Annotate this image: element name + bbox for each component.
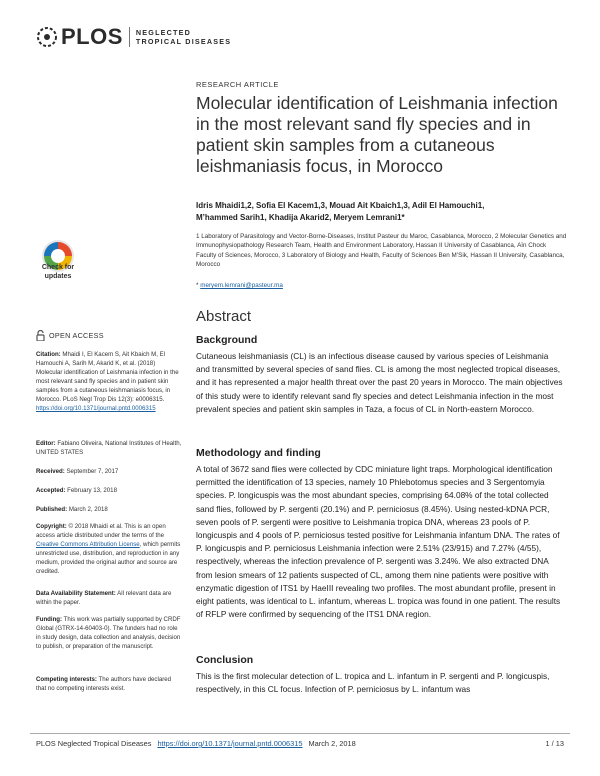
conclusion-heading: Conclusion — [196, 654, 254, 666]
citation-text: Mhaidi I, El Kacem S, Ait Kbaich M, El Hamouchi A, Sarih M, Akarid K, et al. (2018) Molecular identification of Leishmania infection in the most relevant sand fly species and in patient skin samples from a cutaneous leishmaniasis focus, in Morocco. PLoS Negl Trop Dis 12(3): e0006315. — [36, 351, 179, 403]
article-title: Molecular identification of Leishmania infection in the most relevant sand fly species and in patient skin samples from a cutaneous leishmaniasis focus, in Morocco — [196, 93, 558, 176]
accepted — [36, 486, 182, 495]
copyright — [36, 522, 182, 576]
page-footer — [0, 733, 600, 757]
authors-line-1: Idris Mhaidi1,2, Sofia El Kacem1,3, Mouad Ait Kbaich1,3, Adil El Hamouchi1, — [196, 201, 485, 210]
email-link[interactable]: meryem.lemrani@pasteur.ma — [200, 282, 283, 289]
accepted-label: Accepted: — [36, 487, 66, 494]
open-access — [36, 330, 104, 341]
editor-label: Editor: — [36, 440, 56, 447]
journal-name — [136, 28, 231, 46]
abstract-heading: Abstract — [196, 308, 252, 325]
email-marker: * — [196, 282, 201, 289]
methods-heading: Methodology and finding — [196, 447, 321, 459]
methods-text: A total of 3672 sand flies were collected by CDC miniature light traps. Morphological identification permitted the identification of 13 species, namely 10 Phlebotomus species and 3 Sergentomyia species. P. longicuspis was the most abundant species, comprising 64.08% of the total collected sand flies, followed by P. sergenti (20.1%) and P. perniciosus (8.45%). Using nested-kDNA PCR, seven pools of P. sergenti were positive to Leishmania tropica DNA, whereas 23 pools of P. longicuspis and 4 pools of P. perniciosus tested positive for Leishmania infantum DNA. The rates of P. longicuspis and P. perniciosus Leishmania infection were 2.51% (23/915) and 7.27% (4/55), respectively, whereas the infection prevalence of P. sergenti was 3.24%. We also extracted DNA from lesion smears of 12 patients suspected of CL, among them nine patients were positive with enzymatic digestion of ITS1 by HaeIII revealing two profiles. The most abundant profile, present in eight patients, was identical to L. infantum, whereas L. tropica was found in one patient. The results of RFLP were confirmed by sequencing of the ITS1 DNA region. — [196, 464, 561, 620]
citation-doi-link[interactable]: https://doi.org/10.1371/journal.pntd.0006315 — [36, 405, 156, 412]
copyright-text-2: , which permits unrestricted use, distribution, and reproduction in any medium, provided the original author and source are credited. — [36, 541, 181, 575]
logo-divider — [129, 27, 130, 47]
footer-divider — [30, 733, 570, 734]
data-availability-text: All relevant data are within the paper. — [36, 590, 172, 606]
citation-label: Citation: — [36, 351, 61, 358]
copyright-label: Copyright: — [36, 523, 67, 530]
author-list — [196, 200, 568, 224]
funding — [36, 615, 182, 651]
funding-label: Funding: — [36, 616, 63, 623]
copyright-text: © 2018 Mhaidi et al. This is an open access article distributed under the terms of the — [36, 523, 166, 539]
footer-journal: PLOS Neglected Tropical Diseases — [36, 739, 152, 748]
competing-interests — [36, 675, 182, 693]
corresponding-email — [196, 282, 283, 289]
open-access-label: OPEN ACCESS — [49, 331, 104, 340]
footer-citation — [36, 739, 356, 748]
journal-line-1: NEGLECTED — [135, 28, 192, 37]
background-heading: Background — [196, 334, 258, 346]
editor — [36, 439, 182, 457]
article-type: RESEARCH ARTICLE — [196, 80, 279, 89]
citation — [36, 350, 182, 413]
published-label: Published: — [36, 506, 68, 513]
accepted-text: February 13, 2018 — [65, 487, 117, 494]
page-number: 1 / 13 — [545, 739, 564, 748]
plos-logo — [36, 26, 231, 48]
conclusion-text: This is the first molecular detection of L. tropica and L. infantum in P. sergenti and P. longicuspis, respectively, in this CL focus. Infection of P. perniciosus by L. infantum was — [196, 671, 550, 695]
received — [36, 467, 182, 476]
affiliations: 1 Laboratory of Parasitology and Vector-Borne-Diseases, Institut Pasteur du Maroc, Casablanca, Morocco, 2 Molecular Genetics and Immunophysiopathology Research Team, Health and Environment Laboratory, Hassan II University of Casablanca, Aïn Chock Faculty of Sciences, Morocco, 3 Laboratory of Biology and Health, Faculty of Sciences Ben M’Sik, Hassan II University, Casablanca, Morocco — [196, 233, 567, 269]
background-text: Cutaneous leishmaniasis (CL) is an infectious disease caused by various species of Leishmania and transmitted by several species of sand flies. CL is among the most neglected tropical diseases, and it has represented a major health threat over the past 20 years in Morocco. The main objectives of this study were to identify relevant sand fly species and detect Leishmania infection in the most prevalent species and patient skin samples in Taza, a focus of CL in North-eastern Morocco. — [196, 351, 563, 414]
competing-interests-label: Competing interests: — [36, 676, 97, 683]
published-text: March 2, 2018 — [67, 506, 108, 513]
data-availability — [36, 589, 182, 607]
journal-line-2: TROPICAL DISEASES — [135, 37, 232, 46]
editor-text: Fabiano Oliveira, National Institutes of Health, UNITED STATES — [36, 440, 182, 456]
footer-doi-link[interactable]: https://doi.org/10.1371/journal.pntd.0006315 — [157, 739, 303, 748]
received-label: Received: — [36, 468, 65, 475]
competing-interests-text: The authors have declared that no competing interests exist. — [36, 676, 172, 692]
funding-text: This work was partially supported by CRDF Global (GTRX-14-60403-0). The funders had no role in study design, data collection and analysis, decision to publish, or preparation of the manuscript. — [36, 616, 181, 650]
received-text: September 7, 2017 — [64, 468, 119, 475]
logo-text: PLOS — [61, 24, 123, 49]
footer-date: March 2, 2018 — [308, 739, 356, 748]
check-for-updates-label[interactable]: Check for updates — [41, 264, 75, 280]
data-availability-label: Data Availability Statement: — [36, 590, 116, 597]
license-link[interactable]: Creative Commons Attribution License — [36, 541, 140, 548]
published — [36, 505, 182, 514]
plos-mark-icon — [36, 26, 58, 48]
open-lock-icon — [36, 330, 45, 341]
authors-line-2: M’hammed Sarih1, Khadija Akarid2, Meryem Lemrani1* — [196, 213, 405, 222]
